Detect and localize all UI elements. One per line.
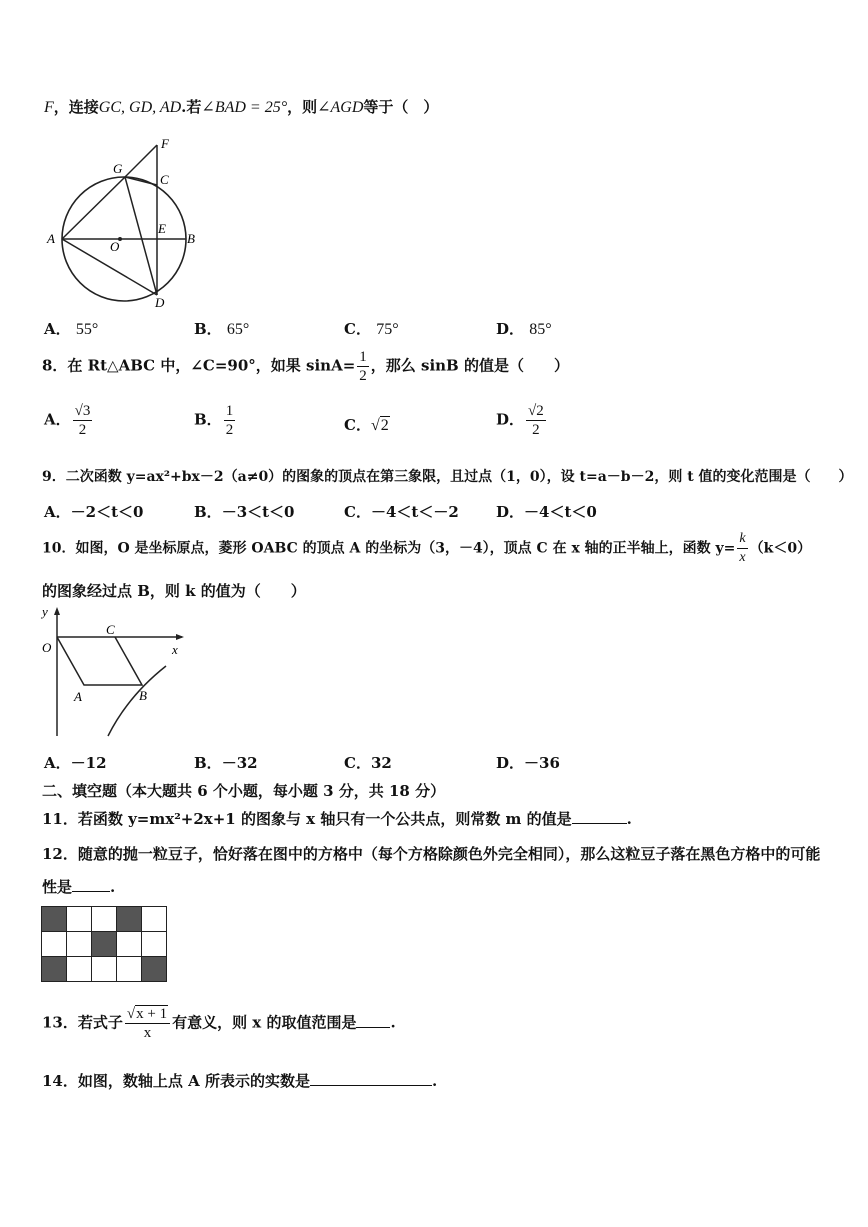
black-square	[117, 907, 142, 932]
q14-answer-blank[interactable]	[310, 1071, 432, 1086]
option-fraction: $\frac{1}{2}$	[225, 403, 234, 438]
option-value: －3＜t＜0	[221, 503, 295, 521]
q8-fraction: $\frac{1}{2}$	[359, 349, 367, 384]
option-letter: B．	[194, 503, 222, 521]
q7-if-text: .若	[181, 98, 202, 116]
q8-option-a[interactable]	[44, 402, 94, 439]
q10-option-a[interactable]	[44, 752, 107, 773]
q12-stem-line2	[42, 876, 115, 897]
q8-prefix: 8．在 Rt△ABC 中，∠C=90°，如果 sinA=	[42, 356, 356, 375]
q11-text: 11．若函数 y=mx²+2x+1 的图象与 x 轴只有一个公共点，则常数 m 的值是	[42, 810, 572, 828]
label-d: D	[155, 295, 165, 310]
grid-row	[42, 907, 167, 932]
q12-answer-blank[interactable]	[72, 877, 110, 892]
label-g: G	[113, 161, 123, 176]
option-fraction: $\frac{√3}{2}$	[74, 403, 91, 438]
q8-option-d[interactable]	[496, 402, 548, 439]
q14-stem	[42, 1070, 437, 1091]
white-square	[142, 907, 167, 932]
option-value: 75°	[376, 321, 399, 338]
label-e: E	[158, 221, 166, 236]
white-square	[92, 907, 117, 932]
q11-stem	[42, 808, 632, 829]
y-axis-arrow	[54, 607, 60, 615]
black-square	[42, 907, 67, 932]
option-letter: D．	[496, 410, 525, 429]
label-o: O	[42, 640, 52, 655]
label-c: C	[106, 622, 115, 637]
q7-point-f: F	[44, 99, 54, 116]
option-value: 55°	[75, 321, 99, 338]
option-fraction: $\frac{√2}{2}$	[528, 403, 544, 438]
grid-row	[42, 957, 167, 982]
white-square	[117, 957, 142, 982]
q10-option-c[interactable]	[344, 752, 392, 773]
q13-prefix: 13．若式子	[42, 1013, 123, 1032]
q7-stem-tail	[44, 96, 438, 117]
option-letter: A．	[44, 754, 71, 772]
q14-end: .	[431, 1072, 438, 1090]
option-letter: C．	[344, 416, 371, 434]
q12-square-grid	[41, 906, 167, 982]
q7-then-text: ，则	[287, 98, 318, 116]
q10-suffix: （k＜0）	[749, 540, 812, 557]
q9-option-d[interactable]	[496, 501, 597, 522]
label-o: O	[110, 239, 120, 254]
line-gf	[125, 145, 157, 177]
q12-stem-line1: 12．随意的抛一粒豆子，恰好落在图中的方格中（每个方格除颜色外完全相同），那么这粒豆子落在黑色方格中的可能	[42, 845, 821, 863]
rhombus-oabc	[57, 637, 142, 685]
line-gd	[125, 177, 157, 295]
q13-suffix: 有意义，则 x 的取值范围是	[172, 1013, 357, 1032]
q10-rhombus-figure	[36, 604, 186, 740]
q13-answer-blank[interactable]	[356, 1013, 390, 1028]
section-heading: 二、填空题（本大题共 6 个小题，每小题 3 分，共 18 分）	[42, 782, 446, 800]
option-letter: D．	[496, 503, 525, 521]
q7-option-a[interactable]	[44, 318, 98, 339]
option-value: －4＜t＜0	[524, 503, 597, 521]
q13-fraction: $\frac{√x + 1}{x}$	[125, 1005, 170, 1042]
q13-end: .	[390, 1013, 396, 1032]
q7-connect-text: ，连接	[53, 98, 99, 116]
option-value: －36	[524, 754, 560, 772]
option-letter: B．	[194, 410, 222, 429]
option-letter: D．	[496, 320, 525, 338]
label-b: B	[187, 231, 195, 246]
line-gc	[125, 177, 157, 185]
label-b: B	[139, 688, 147, 703]
q8-option-c[interactable]	[344, 414, 390, 435]
q11-end: .	[626, 810, 632, 828]
q7-option-c[interactable]	[344, 318, 399, 339]
q8-suffix: ，那么 sinB 的值是（ ）	[370, 356, 569, 375]
option-letter: A．	[44, 320, 71, 338]
label-a: A	[74, 689, 82, 704]
option-value: 65°	[226, 321, 250, 338]
option-letter: A．	[44, 410, 71, 429]
q11-answer-blank[interactable]	[572, 809, 627, 824]
q9-stem: 9．二次函数 y=ax²+bx－2（a≠0）的图象的顶点在第三象限，且过点（1，0），设 t=a－b－2，则 t 值的变化范围是（ ）	[42, 469, 853, 485]
q8-stem	[42, 348, 569, 385]
q10-prefix: 10．如图，O 是坐标原点，菱形 OABC 的顶点 A 的坐标为（3，－4），顶点 C 在 x 轴的正半轴上，函数 y=	[42, 540, 736, 557]
label-y: y	[42, 604, 48, 619]
q7-target-angle: ∠AGD	[317, 99, 364, 116]
option-value: 85°	[529, 321, 552, 338]
q10-stem-line2: 的图象经过点 B，则 k 的值为（ ）	[42, 582, 306, 600]
q12-end: .	[110, 878, 116, 896]
option-letter: A．	[44, 503, 71, 521]
white-square	[67, 932, 92, 957]
option-letter: B．	[194, 320, 222, 338]
x-axis-arrow	[176, 634, 184, 640]
black-square	[142, 957, 167, 982]
q14-text: 14．如图，数轴上点 A 所表示的实数是	[42, 1072, 310, 1090]
q10-stem-line1	[42, 530, 811, 567]
label-a: A	[47, 231, 55, 246]
q9-option-a[interactable]	[44, 501, 143, 522]
line-ag	[62, 177, 125, 239]
q7-option-b[interactable]	[194, 318, 249, 339]
q10-option-d[interactable]	[496, 752, 560, 773]
q7-end-text: 等于（ ）	[363, 98, 439, 116]
option-letter: D．	[496, 754, 525, 772]
option-value: √2	[370, 417, 389, 434]
q10-fraction: $\frac{k}{x}$	[739, 531, 746, 565]
white-square	[142, 932, 167, 957]
q13-stem	[42, 1005, 396, 1042]
white-square	[67, 907, 92, 932]
black-square	[92, 932, 117, 957]
option-letter: C．	[344, 503, 371, 521]
q7-circle-figure	[40, 135, 210, 310]
label-x: x	[172, 642, 178, 657]
q10-option-b[interactable]	[194, 752, 258, 773]
q7-segments: GC, GD, AD	[98, 99, 182, 116]
option-value: －12	[70, 754, 107, 772]
black-square	[42, 957, 67, 982]
q8-option-b[interactable]	[194, 402, 237, 439]
label-c: C	[160, 172, 169, 187]
white-square	[42, 932, 67, 957]
white-square	[117, 932, 142, 957]
q7-option-d[interactable]	[496, 318, 552, 339]
option-letter: B．	[194, 754, 222, 772]
option-value: 32	[370, 754, 392, 772]
q9-option-c[interactable]	[344, 501, 459, 522]
option-letter: C．	[344, 320, 371, 338]
q12-text: 性是	[42, 878, 73, 896]
label-f: F	[161, 136, 169, 151]
q7-given-angle: ∠BAD = 25°	[201, 99, 288, 116]
white-square	[67, 957, 92, 982]
grid-row	[42, 932, 167, 957]
q9-option-b[interactable]	[194, 501, 295, 522]
option-value: －32	[221, 754, 258, 772]
option-value: －2＜t＜0	[70, 503, 144, 521]
option-value: －4＜t＜－2	[370, 503, 459, 521]
white-square	[92, 957, 117, 982]
option-letter: C．	[344, 754, 371, 772]
